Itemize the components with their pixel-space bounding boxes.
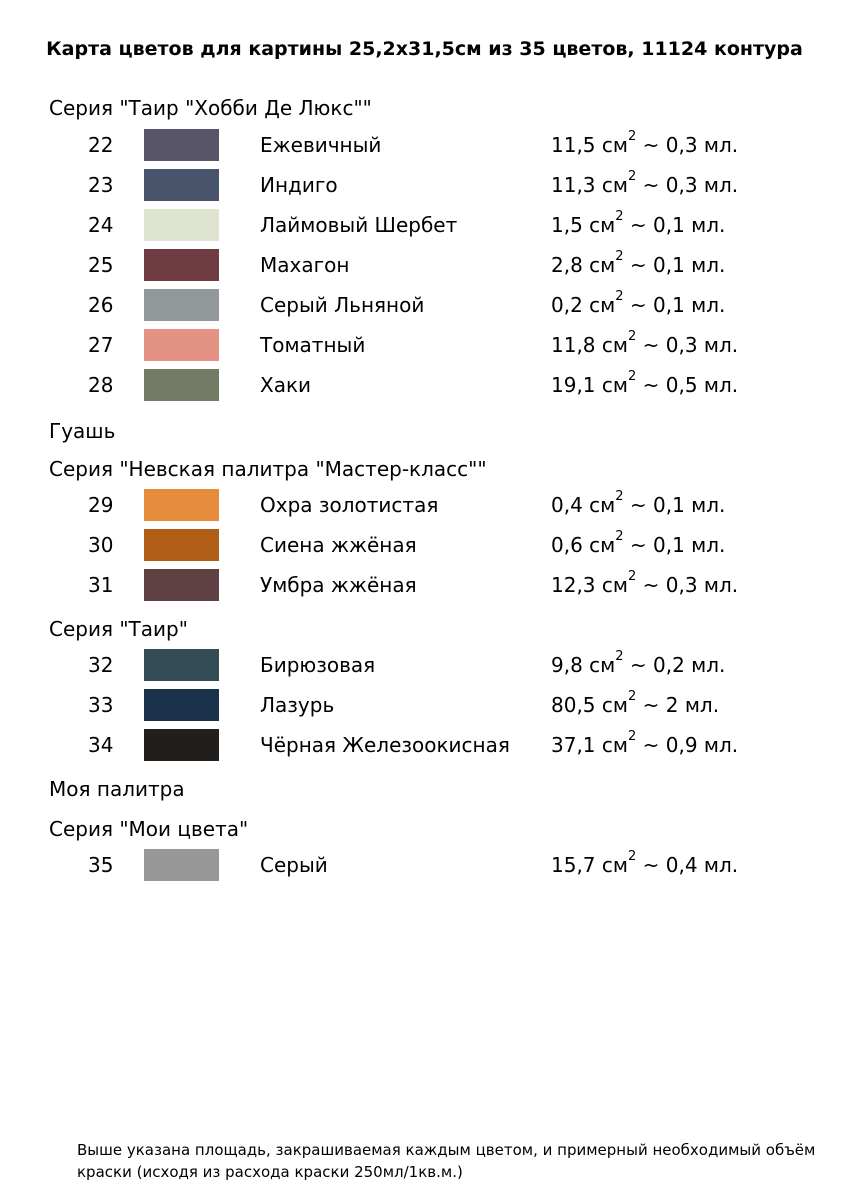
volume-value: ~ 0,3 мл. [636,173,739,197]
area-value: 80,5 см [551,693,628,717]
area-unit-exponent: 2 [615,489,624,504]
volume-value: ~ 0,4 мл. [636,853,739,877]
color-number: 34 [88,733,114,757]
color-amount [551,489,726,517]
color-swatch [144,169,219,201]
color-number: 30 [88,533,114,557]
color-swatch [144,529,219,561]
area-value: 12,3 см [551,573,628,597]
color-number: 28 [88,373,114,397]
page-title: Карта цветов для картины 25,2x31,5см из 35 цветов, 11124 контура [46,38,803,60]
color-name: Бирюзовая [260,653,376,677]
volume-value: ~ 0,9 мл. [636,733,739,757]
volume-value: ~ 0,1 мл. [623,253,726,277]
color-name: Хаки [260,373,312,397]
color-swatch [144,849,219,881]
color-number: 23 [88,173,114,197]
color-row [0,329,849,361]
color-amount [551,289,726,317]
color-name: Умбра жжёная [260,573,417,597]
area-value: 19,1 см [551,373,628,397]
volume-value: ~ 0,1 мл. [623,493,726,517]
footnote: Выше указана площадь, закрашиваемая каждым цветом, и примерный необходимый объём краски (исходя из расхода краски 250мл/1кв.м.) [77,1141,816,1181]
category-heading-gouache: Гуашь [49,419,116,443]
color-number: 32 [88,653,114,677]
volume-value: ~ 0,1 мл. [623,213,726,237]
color-name: Ежевичный [260,133,382,157]
volume-value: ~ 0,1 мл. [623,293,726,317]
color-amount [551,649,726,677]
color-name: Индиго [260,173,338,197]
area-value: 1,5 см [551,213,616,237]
color-swatch [144,249,219,281]
series-heading-tair-hobby: Серия "Таир "Хобби Де Люкс"" [49,96,372,120]
color-name: Сиена жжёная [260,533,417,557]
color-swatch [144,569,219,601]
area-value: 0,2 см [551,293,616,317]
color-row [0,569,849,601]
series-heading-tair: Серия "Таир" [49,617,188,641]
color-name: Лаймовый Шербет [260,213,458,237]
color-name: Охра золотистая [260,493,439,517]
color-row [0,729,849,761]
color-amount [551,569,739,597]
area-unit-exponent: 2 [627,369,637,384]
volume-value: ~ 0,3 мл. [636,133,739,157]
area-value: 2,8 см [551,253,616,277]
color-row [0,289,849,321]
area-value: 11,3 см [551,173,628,197]
area-unit-exponent: 2 [627,129,637,144]
color-number: 29 [88,493,114,517]
color-amount [551,729,739,757]
color-name: Чёрная Железоокисная [260,733,510,757]
color-amount [551,329,739,357]
color-number: 22 [88,133,114,157]
color-row [0,129,849,161]
area-unit-exponent: 2 [627,689,637,704]
color-swatch [144,369,219,401]
series-heading-nevskaya-palitra: Серия "Невская палитра "Мастер-класс"" [49,457,487,481]
color-number: 26 [88,293,114,317]
color-amount [551,849,739,877]
area-value: 11,8 см [551,333,628,357]
area-value: 0,4 см [551,493,616,517]
color-swatch [144,209,219,241]
area-unit-exponent: 2 [627,569,637,584]
color-number: 35 [88,853,114,877]
color-row [0,209,849,241]
color-row [0,369,849,401]
color-swatch [144,649,219,681]
color-amount [551,209,726,237]
color-number: 31 [88,573,114,597]
color-row [0,529,849,561]
area-unit-exponent: 2 [615,249,624,264]
color-swatch [144,289,219,321]
area-unit-exponent: 2 [627,849,637,864]
area-unit-exponent: 2 [627,729,637,744]
volume-value: ~ 0,5 мл. [636,373,739,397]
area-unit-exponent: 2 [615,649,624,664]
area-unit-exponent: 2 [615,529,624,544]
area-unit-exponent: 2 [615,289,624,304]
color-name: Лазурь [260,693,335,717]
volume-value: ~ 0,1 мл. [623,533,726,557]
color-amount [551,529,726,557]
color-swatch [144,729,219,761]
area-unit-exponent: 2 [615,209,624,224]
volume-value: ~ 0,3 мл. [636,333,739,357]
area-value: 9,8 см [551,653,616,677]
area-unit-exponent: 2 [627,169,637,184]
color-swatch [144,129,219,161]
color-swatch [144,689,219,721]
area-value: 0,6 см [551,533,616,557]
area-unit-exponent: 2 [627,329,637,344]
color-name: Серый Льняной [260,293,425,317]
color-name: Томатный [260,333,366,357]
color-row [0,169,849,201]
color-amount [551,129,739,157]
series-heading-my-colors: Серия "Мои цвета" [49,817,249,841]
color-name: Махагон [260,253,350,277]
volume-value: ~ 0,2 мл. [623,653,726,677]
color-row [0,849,849,881]
color-amount [551,369,739,397]
color-number: 33 [88,693,114,717]
area-value: 37,1 см [551,733,628,757]
color-row [0,249,849,281]
color-amount [551,249,726,277]
color-row [0,689,849,721]
volume-value: ~ 0,3 мл. [636,573,739,597]
color-number: 24 [88,213,114,237]
area-value: 11,5 см [551,133,628,157]
color-number: 25 [88,253,114,277]
volume-value: ~ 2 мл. [636,693,720,717]
category-heading-my-palette: Моя палитра [49,777,185,801]
color-swatch [144,329,219,361]
color-row [0,649,849,681]
color-amount [551,169,739,197]
color-row [0,489,849,521]
color-swatch [144,489,219,521]
color-number: 27 [88,333,114,357]
color-amount [551,689,720,717]
area-value: 15,7 см [551,853,628,877]
color-name: Серый [260,853,328,877]
